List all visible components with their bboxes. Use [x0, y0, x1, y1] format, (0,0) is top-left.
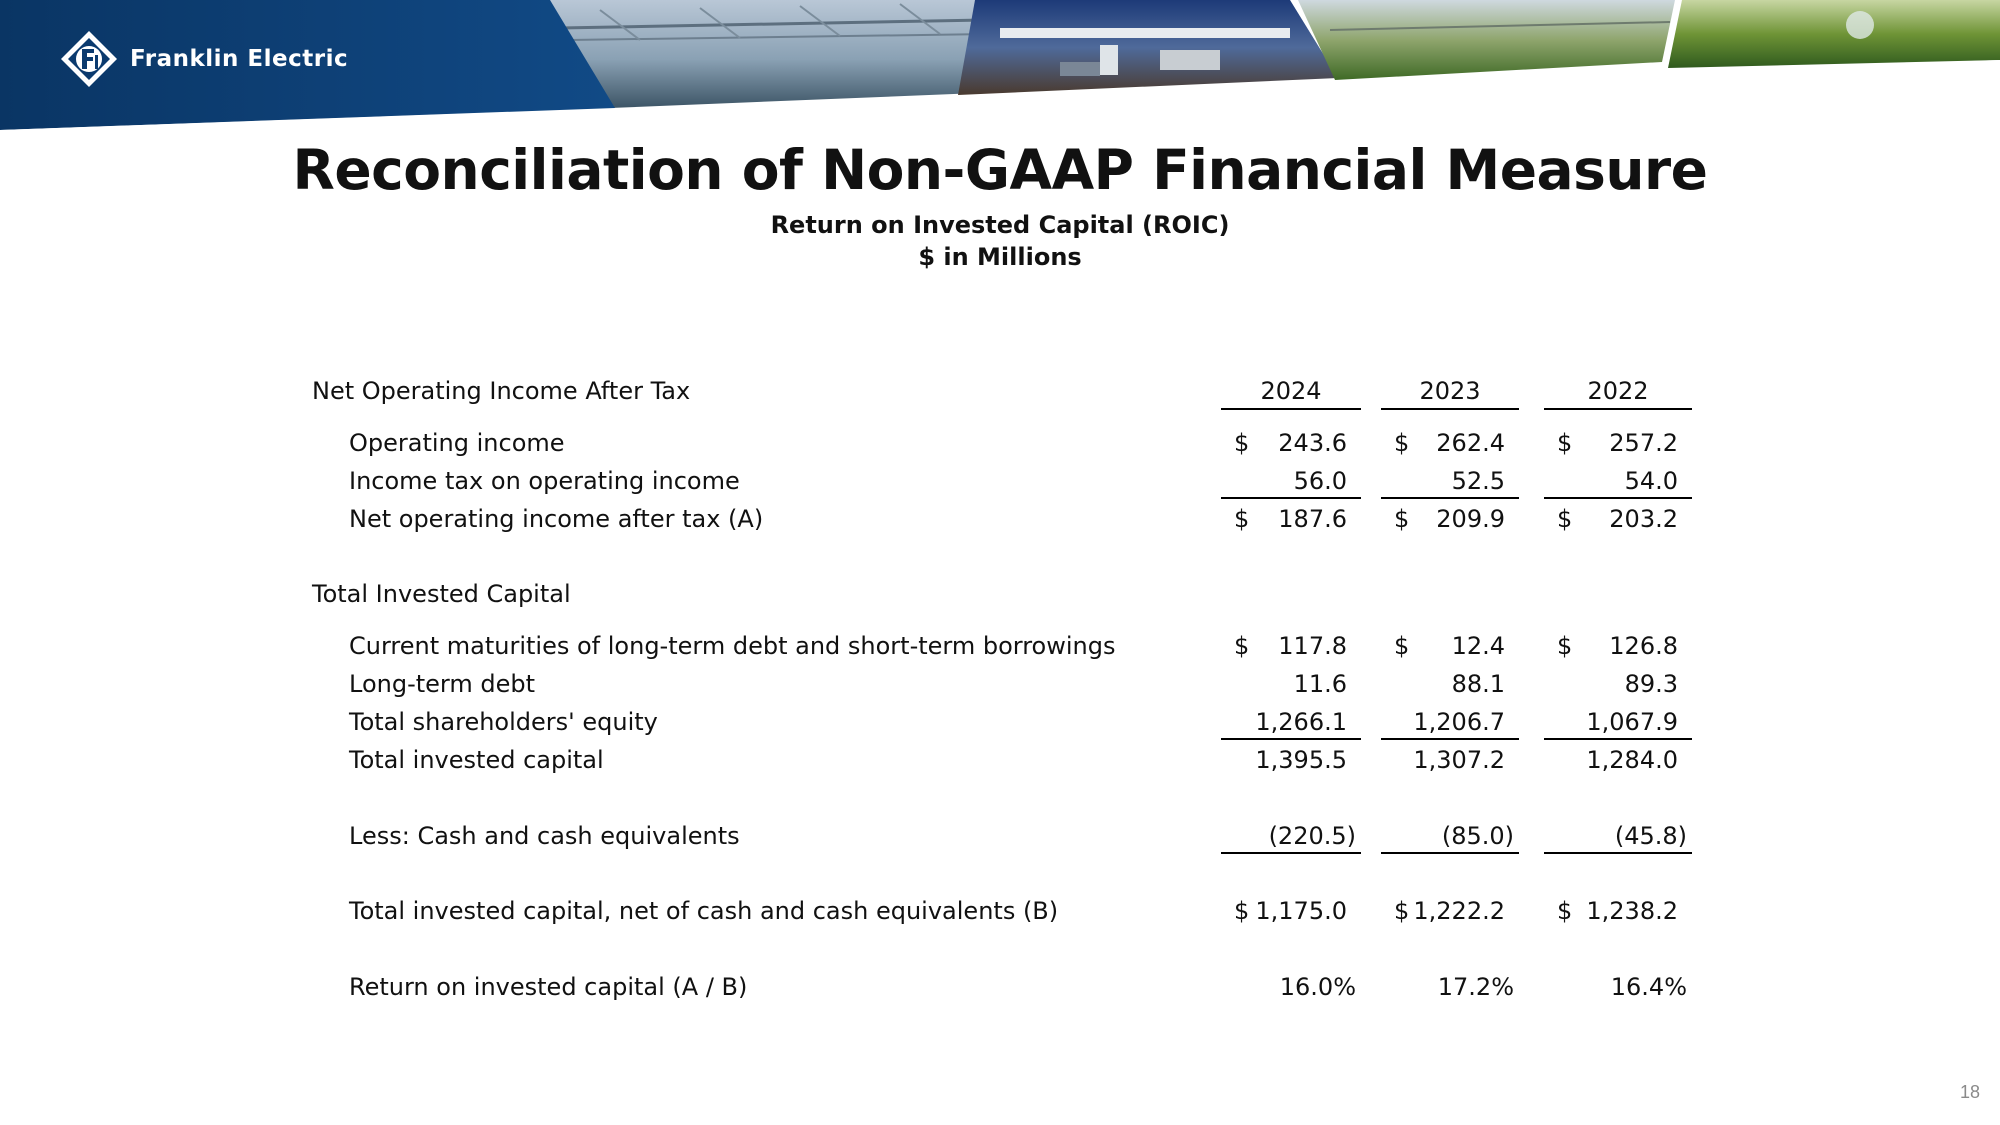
value-cell: $ 257.2 — [1557, 429, 1678, 457]
table-row — [0, 465, 2000, 497]
table-row — [0, 744, 2000, 776]
value-cell: 52.5 — [1381, 465, 1519, 499]
value-cell: 54.0 — [1544, 465, 1692, 499]
value-cell: 1,395.5 — [1255, 746, 1347, 774]
table-row — [0, 630, 2000, 662]
table-header-row — [0, 375, 2000, 407]
value-cell: (220.5) — [1221, 820, 1361, 854]
section-heading: Total Invested Capital — [312, 580, 571, 608]
value-cell: 11.6 — [1293, 670, 1347, 698]
value-cell: $ 1,238.2 — [1557, 897, 1678, 925]
row-label: Total invested capital — [349, 746, 604, 774]
units-subtitle: $ in Millions — [918, 243, 1082, 271]
row-label: Total shareholders' equity — [349, 708, 658, 736]
value-cell: $ 262.4 — [1394, 429, 1505, 457]
table-row — [0, 706, 2000, 738]
value-cell: $ 12.4 — [1394, 632, 1505, 660]
page-number: 18 — [1959, 1082, 1980, 1102]
value-cell: 16.4% — [1610, 973, 1687, 1001]
row-label: Income tax on operating income — [349, 467, 740, 495]
value-cell: 56.0 — [1221, 465, 1361, 499]
table-row — [0, 895, 2000, 927]
value-cell: $ 1,222.2 — [1394, 897, 1505, 925]
row-label: Long-term debt — [349, 670, 536, 698]
value-cell: $ 187.6 — [1234, 505, 1347, 533]
value-cell: 1,284.0 — [1586, 746, 1678, 774]
value-cell: (45.8) — [1544, 820, 1692, 854]
row-label: Operating income — [349, 429, 565, 457]
value-cell: $ 117.8 — [1234, 632, 1347, 660]
table-row — [0, 668, 2000, 700]
value-cell: 1,266.1 — [1221, 706, 1361, 740]
table-row — [0, 427, 2000, 459]
table-row — [0, 820, 2000, 852]
row-label: Net operating income after tax (A) — [349, 505, 764, 533]
year-header: 2024 — [1221, 375, 1361, 410]
value-cell: 1,307.2 — [1413, 746, 1505, 774]
page-subtitle: Return on Invested Capital (ROIC) — [770, 211, 1230, 239]
value-cell: $ 126.8 — [1557, 632, 1678, 660]
value-cell: $ 243.6 — [1234, 429, 1347, 457]
value-cell: (85.0) — [1381, 820, 1519, 854]
table-section-row — [0, 578, 2000, 610]
value-cell: $ 203.2 — [1557, 505, 1678, 533]
table-row — [0, 971, 2000, 1003]
year-header: 2022 — [1544, 375, 1692, 410]
value-cell: $ 209.9 — [1394, 505, 1505, 533]
value-cell: 88.1 — [1451, 670, 1505, 698]
value-cell: 1,206.7 — [1381, 706, 1519, 740]
value-cell: 17.2% — [1437, 973, 1514, 1001]
section-heading: Net Operating Income After Tax — [312, 377, 691, 405]
row-label: Total invested capital, net of cash and cash equivalents (B) — [349, 897, 1059, 925]
year-header: 2023 — [1381, 375, 1519, 410]
brand-name: Franklin Electric — [130, 46, 349, 72]
value-cell: 16.0% — [1279, 973, 1356, 1001]
table-row — [0, 503, 2000, 535]
value-cell: 89.3 — [1624, 670, 1678, 698]
row-label: Less: Cash and cash equivalents — [349, 822, 740, 850]
row-label: Return on invested capital (A / B) — [349, 973, 748, 1001]
value-cell: $ 1,175.0 — [1234, 897, 1347, 925]
row-label: Current maturities of long-term debt and short-term borrowings — [349, 632, 1116, 660]
page-title: Reconciliation of Non-GAAP Financial Measure — [292, 138, 1708, 202]
value-cell: 1,067.9 — [1544, 706, 1692, 740]
